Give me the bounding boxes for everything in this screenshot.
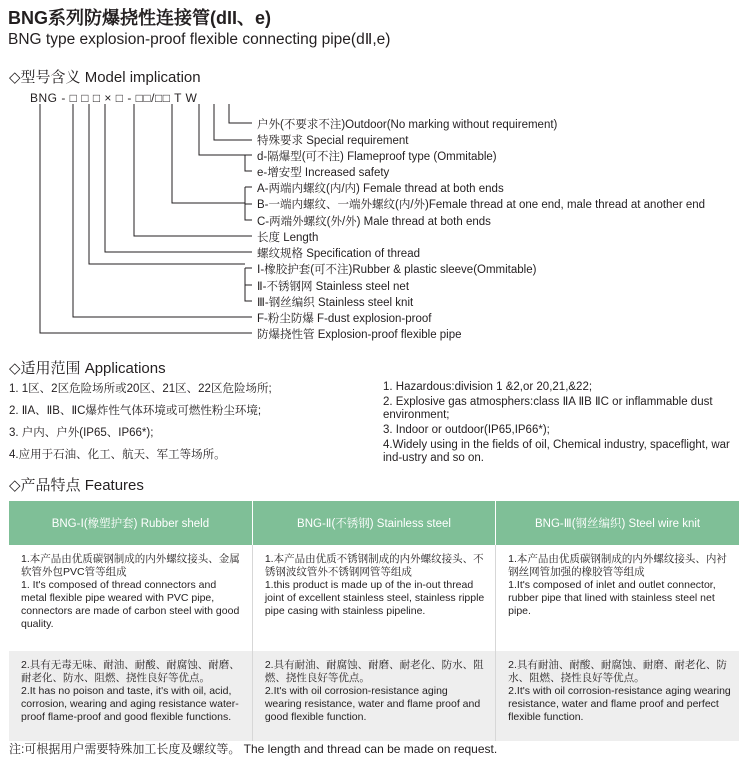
app-cn-2: 2. ⅡA、ⅡB、ⅡC爆炸性气体环境或可燃性粉尘环境; — [9, 405, 262, 417]
app-en-2: 2. Explosive gas atmosphers:class ⅡA ⅡB ⅡC or inflammable dust environment; — [383, 396, 713, 421]
feature-cell: 2.具有无毒无味、耐油、耐酸、耐腐蚀、耐磨、耐老化、防水、阻燃、挠性良好等优点。 2.It has no poison and taste, it's with oil, acid, corrosion, wearing and aging resistance water-proof flame-proof and good flexible functions. — [9, 651, 252, 741]
feature-cell: 2.具有耐油、耐腐蚀、耐磨、耐老化、防水、阻燃、挠性良好等优点。 2.It's with oil corrosion-resistance aging wearing resistance, water and flame proof and good flexible function. — [252, 651, 495, 741]
applications-en — [383, 381, 741, 465]
model-item-increased-safety: e-增安型 Increased safety — [257, 167, 390, 179]
model-item-thread-a: A-两端内螺纹(内/内) Female thread at both ends — [257, 183, 504, 195]
feature-cell: 1.本产品由优质碳钢制成的内外螺纹接头、金属软管外包PVC管等组成 1. It's composed of thread connectors and metal flexible pipe weared with PVC pipe, connectors are made of carbon steel with good quality. — [9, 545, 252, 651]
app-cn-3: 3. 户内、户外(IP65、IP66*); — [9, 427, 154, 439]
model-item-flameproof: d-隔爆型(可不注) Flameproof type (Ommitable) — [257, 151, 497, 163]
applications-cn — [9, 381, 369, 464]
feature-cell: 1.本产品由优质碳钢制成的内外螺纹接头、内衬钢丝网管加强的橡胶管等组成 1.It's composed of inlet and outlet connector, rubber pipe that lined with stainless steel net pipe. — [496, 545, 739, 651]
app-en-4: 4.Widely using in the fields of oil, Chemical industry, spaceflight, war ind-ustry and so on. — [383, 439, 730, 464]
model-item-outdoor: 户外(不要求不注)Outdoor(No marking without requirement) — [257, 119, 558, 131]
col-header-stainless: BNG-Ⅱ(不锈钢) Stainless steel — [252, 501, 495, 545]
model-item-pipe: 防爆挠性管 Explosion-proof flexible pipe — [257, 329, 462, 341]
app-cn-4: 4.应用于石油、化工、航天、军工等场所。 — [9, 449, 226, 461]
model-code: BNG - □ □ □ × □ - □□/□□ T W — [30, 91, 198, 105]
model-item-steel-net: Ⅱ-不锈钢网 Stainless steel net — [257, 281, 410, 293]
app-en-1: 1. Hazardous:division 1 &2,or 20,21,&22; — [383, 381, 593, 393]
model-item-special: 特殊要求 Special requirement — [257, 135, 409, 147]
feature-cell: 1.本产品由优质不锈钢制成的内外螺纹接头、不锈钢波纹管外不锈钢网管等组成 1.this product is made up of the in-out thread joint of excellent stainless steel, stainless ripple pipe casing with stainless pipeline. — [252, 545, 495, 651]
model-item-thread-spec: 螺纹规格 Specification of thread — [257, 248, 420, 260]
model-item-dust: F-粉尘防爆 F-dust explosion-proof — [257, 313, 432, 325]
model-item-sleeve: Ⅰ-橡胶护套(可不注)Rubber & plastic sleeve(Ommitable) — [257, 264, 537, 276]
model-heading: ◇型号含义 Model implication — [9, 69, 201, 86]
col-header-steel-wire: BNG-Ⅲ(钢丝编织) Steel wire knit — [496, 501, 739, 545]
footnote: 注:可根据用户需要特殊加工长度及螺纹等。 The length and thread can be made on request. — [9, 742, 498, 756]
features-table — [9, 501, 739, 741]
page-title-en: BNG type explosion-proof flexible connecting pipe(dⅡ,e) — [8, 31, 391, 48]
model-item-length: 长度 Length — [257, 232, 319, 244]
app-en-3: 3. Indoor or outdoor(IP65,IP66*); — [383, 424, 550, 436]
app-cn-1: 1. 1区、2区危险场所或20区、21区、22区危险场所; — [9, 383, 272, 395]
feature-cell: 2.具有耐油、耐酸、耐腐蚀、耐磨、耐老化、防水、阻燃、挠性良好等优点。 2.It's with oil corrosion-resistance aging wearing resistance, water and flame proof and perfect flexible function. — [496, 651, 739, 741]
model-item-thread-b: B-一端内螺纹、一端外螺纹(内/外)Female thread at one end, male thread at another end — [257, 199, 706, 211]
col-header-rubber: BNG-Ⅰ(橡塑护套) Rubber sheld — [9, 501, 252, 545]
model-item-thread-c: C-两端外螺纹(外/外) Male thread at both ends — [257, 216, 491, 228]
features-heading: ◇产品特点 Features — [9, 477, 144, 494]
applications-heading: ◇适用范围 Applications — [9, 360, 166, 377]
page-title-cn: BNG系列防爆挠性连接管(dII、e) — [8, 8, 271, 28]
model-item-steel-knit: Ⅲ-钢丝编织 Stainless steel knit — [257, 297, 414, 309]
